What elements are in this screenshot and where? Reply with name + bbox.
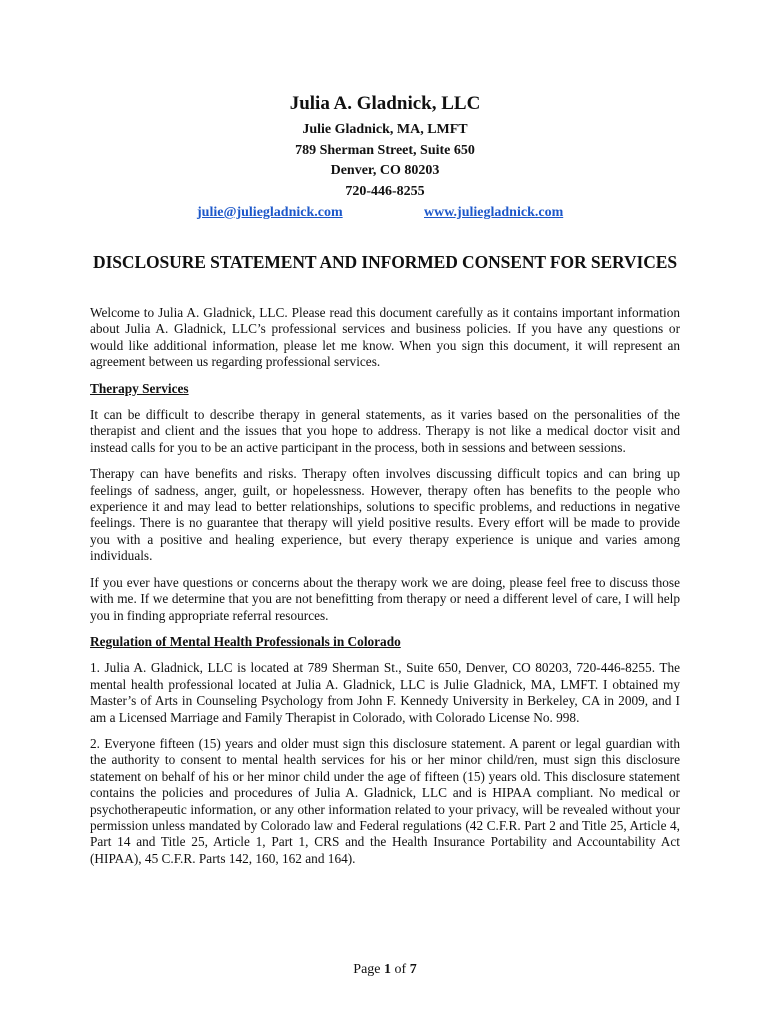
paragraph: Therapy can have benefits and risks. Therapy often involves discussing difficult topics and can bring up feelings of sadness, anger, guilt, or hopelessness. However, therapy often has benefits to the people who experience it and may lead to better relationships, solutions to specific problems, and reductions in negative feelings. There is no guarantee that therapy will yield positive results. Every effort will be made to provide you with a positive and healing experience, but every therapy experience is unique and varies among individuals. <box>90 466 680 564</box>
current-page-number: 1 <box>384 962 392 977</box>
total-page-count: 7 <box>409 962 417 977</box>
letterhead <box>0 92 770 224</box>
email-link[interactable]: julie@juliegladnick.com <box>197 205 343 220</box>
of-word: of <box>394 962 407 977</box>
section-heading-regulation: Regulation of Mental Health Professionals in Colorado <box>90 633 401 649</box>
document-title: DISCLOSURE STATEMENT AND INFORMED CONSENT FOR SERVICES <box>93 252 677 272</box>
contact-links <box>0 202 770 224</box>
page-footer <box>0 960 770 980</box>
city-state-zip: Denver, CO 80203 <box>330 163 440 178</box>
document-body <box>90 305 680 877</box>
paragraph: 1. Julia A. Gladnick, LLC is located at 789 Sherman St., Suite 650, Denver, CO 80203, 720-446-8255. The mental health professional located at Julia A. Gladnick, LLC is Julie Gladnick, MA, LMFT. I obtained my Master’s of Arts in Counseling Psychology from John F. Kennedy University in Berkeley, CA in 2009, and I am a Licensed Marriage and Family Therapist in Colorado, with Colorado License No. 998. <box>90 660 680 725</box>
paragraph: If you ever have questions or concerns about the therapy work we are doing, please feel free to discuss those with me. If we determine that you are not benefitting from therapy or need a different level of care, I will help you in finding appropriate referral resources. <box>90 574 680 623</box>
paragraph: It can be difficult to describe therapy in general statements, as it varies based on the personalities of the therapist and client and the issues that you hope to address. Therapy is not like a medical doctor visit and instead calls for you to be an active participant in the process, both in sessions and between sessions. <box>90 407 680 455</box>
intro-paragraph: Welcome to Julia A. Gladnick, LLC. Please read this document carefully as it contains important information about Julia A. Gladnick, LLC’s professional services and business policies. If you have any questions or would like additional information, please let me know. When you sign this document, it will represent an agreement between us regarding professional services. <box>90 305 680 370</box>
section-heading-therapy-services: Therapy Services <box>90 380 189 396</box>
street-address: 789 Sherman Street, Suite 650 <box>295 142 475 158</box>
phone-number: 720-446-8255 <box>345 183 425 199</box>
website-link[interactable]: www.juliegladnick.com <box>424 205 564 220</box>
company-name: Julia A. Gladnick, LLC <box>289 93 481 114</box>
paragraph: 2. Everyone fifteen (15) years and older must sign this disclosure statement. A parent or legal guardian with the authority to consent to mental health services for his or her minor child/ren, must sign this disclosure statement on behalf of his or her minor child under the age of fifteen (15) years old. This disclosure statement contains the policies and procedures of Julia A. Gladnick, LLC and is HIPAA compliant. No medical or psychotherapeutic information, or any other information related to your privacy, will be revealed without your permission unless mandated by Colorado law and Federal regulations (42 C.F.R. Part 2 and Title 25, Article 4, Part 14 and Title 25, Article 1, Part 1, CRS and the Health Insurance Portability and Accountability Act (HIPAA), 45 C.F.R. Parts 142, 160, 162 and 164). <box>90 735 680 866</box>
page-word: Page <box>353 962 381 977</box>
practitioner-name: Julie Gladnick, MA, LMFT <box>302 122 468 137</box>
